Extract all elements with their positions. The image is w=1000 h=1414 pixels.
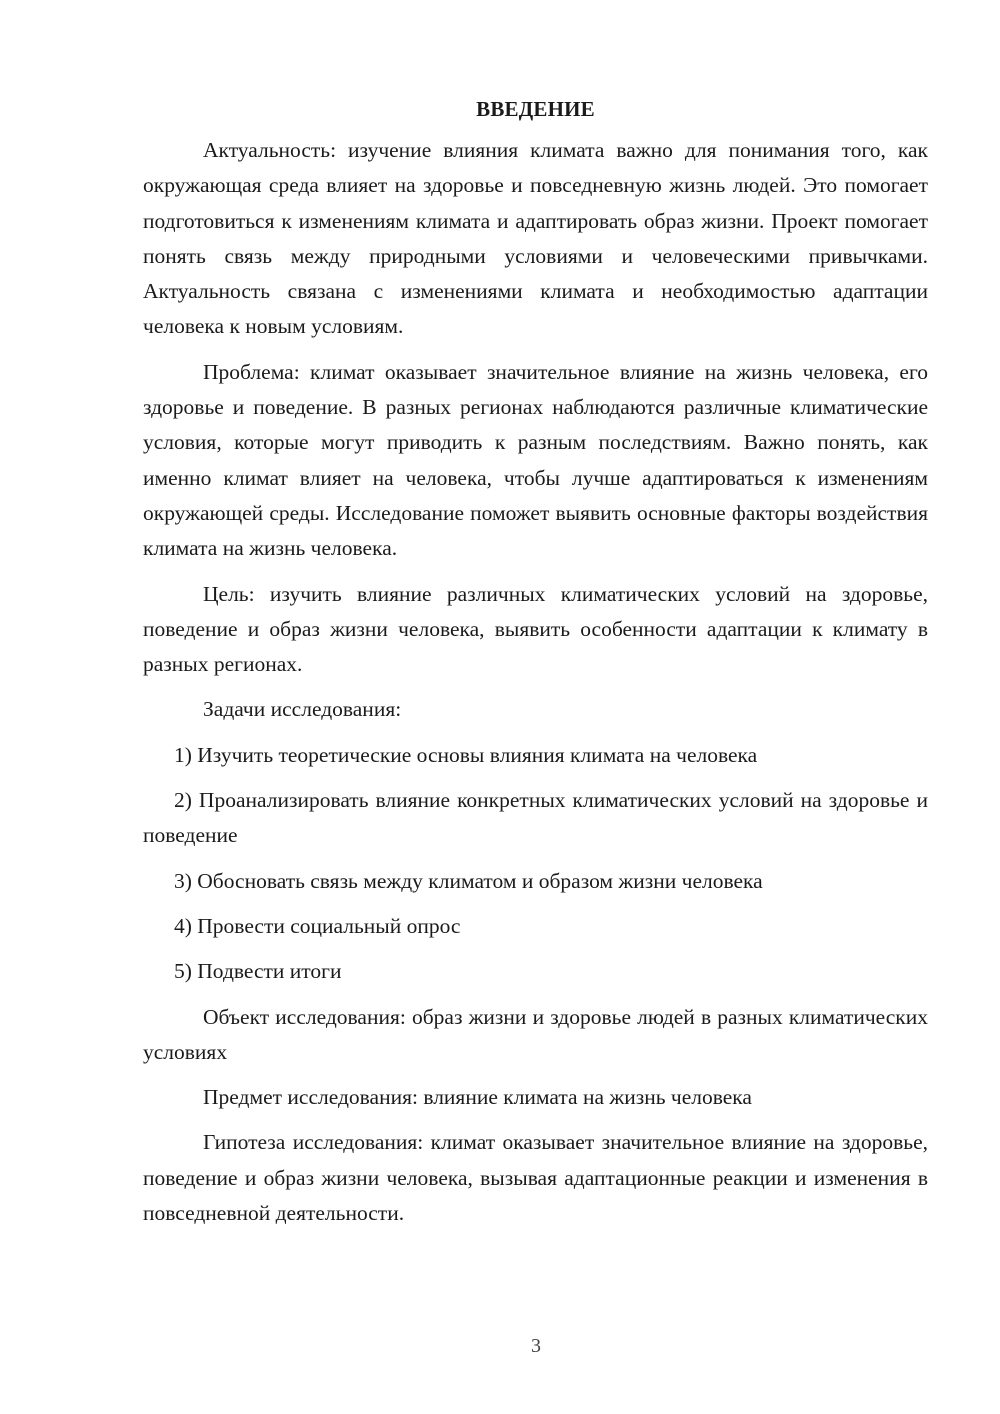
tasks-heading: Задачи исследования: <box>203 697 402 722</box>
list-item: 1) Изучить теоретические основы влияния климата на человека <box>174 742 758 767</box>
list-item: 5) Подвести итоги <box>174 959 342 984</box>
paragraph-relevance: Актуальность: изучение влияния климата важно для понимания того, как окружающая среда влияет на здоровье и повседневную жизнь людей. Это помогает подготовиться к изменениям климата и адаптировать образ жизни. Проект помогает понять связь между природными условиями и человеческими привычками. Актуальность связана с изменениями климата и необходимостью адаптации человека к новым условиям. <box>143 138 928 339</box>
paragraph-hypothesis: Гипотеза исследования: климат оказывает значительное влияние на здоровье, поведение и образ жизни человека, вызывая адаптационные реакции и изменения в повседневной деятельности. <box>143 1130 928 1226</box>
tasks-list <box>143 738 928 990</box>
list-item: 3) Обосновать связь между климатом и образом жизни человека <box>174 868 763 893</box>
document-page <box>143 94 928 1241</box>
list-item: 2) Проанализировать влияние конкретных климатических условий на здоровье и поведение <box>143 788 928 848</box>
paragraph-problem: Проблема: климат оказывает значительное влияние на жизнь человека, его здоровье и поведение. В разных регионах наблюдаются различные климатические условия, которые могут приводить к разным последствиям. Важно понять, как именно климат влияет на человека, чтобы лучше адаптироваться к изменениям окружающей среды. Исследование поможет выявить основные факторы воздействия климата на жизнь человека. <box>143 359 928 561</box>
paragraph-subject: Предмет исследования: влияние климата на жизнь человека <box>203 1085 752 1110</box>
paragraph-object: Объект исследования: образ жизни и здоровье людей в разных климатических условиях <box>143 1004 928 1064</box>
list-item: 4) Провести социальный опрос <box>174 913 461 938</box>
page-number: 3 <box>531 1335 541 1357</box>
page-title: ВВЕДЕНИЕ <box>476 97 595 121</box>
paragraph-goal: Цель: изучить влияние различных климатических условий на здоровье, поведение и образ жизни человека, выявить особенности адаптации к климату в разных регионах. <box>143 581 928 677</box>
